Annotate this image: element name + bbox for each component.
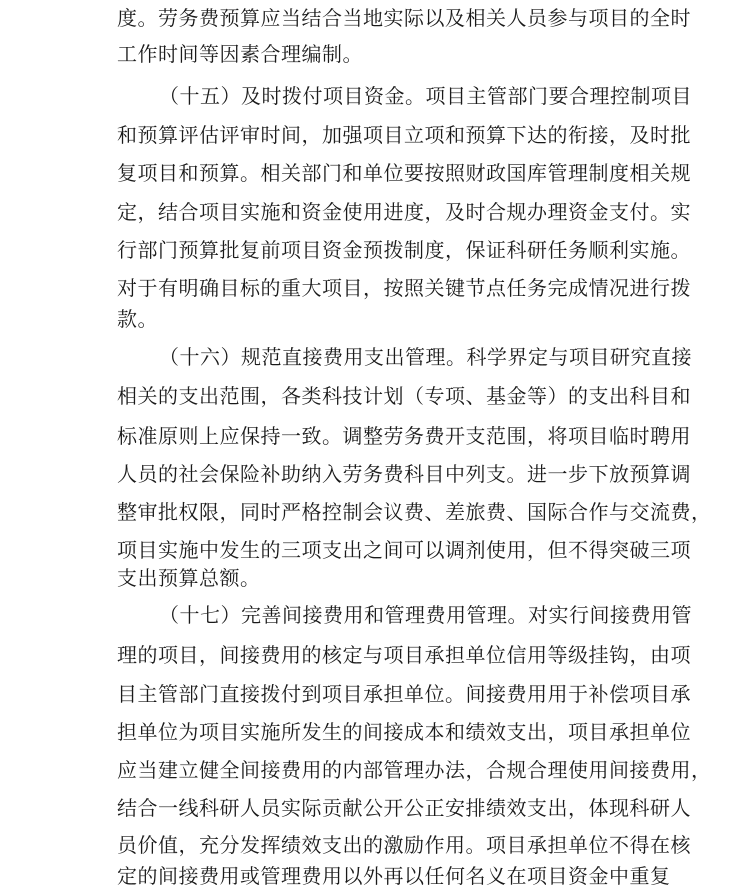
text-line-21: 应当建立健全间接费用的内部管理办法，合规合理使用间接费用，: [117, 758, 712, 782]
text-line-18: 理的项目，间接费用的核定与项目承担单位信用等级挂钩，由项: [117, 643, 691, 667]
paragraph-17-start: （十七）完善间接费用和管理费用管理。对实行间接费用管: [159, 603, 692, 627]
text-line-8: 对于有明确目标的重大项目，按照关键节点任务完成情况进行拨: [117, 276, 691, 300]
paragraph-15-start: （十五）及时拨付项目资金。项目主管部门要合理控制项目: [159, 84, 692, 108]
text-line-5: 复项目和预算。相关部门和单位要按照财政国库管理制度相关规: [117, 161, 691, 185]
text-line-14: 整审批权限，同时严格控制会议费、差旅费、国际合作与交流费，: [117, 500, 712, 524]
text-line-20: 担单位为项目实施所发生的间接成本和绩效支出，项目承担单位: [117, 720, 691, 744]
text-line-15: 项目实施中发生的三项支出之间可以调剂使用，但不得突破三项: [117, 538, 691, 562]
text-line-19: 目主管部门直接拨付到项目承担单位。间接费用用于补偿项目承: [117, 682, 691, 706]
text-line-23: 员价值，充分发挥绩效支出的激励作用。项目承担单位不得在核: [117, 833, 691, 857]
text-line-1: 度。劳务费预算应当结合当地实际以及相关人员参与项目的全时: [117, 6, 691, 30]
text-line-24: 定的间接费用或管理费用以外再以任何名义在项目资金中重复: [117, 864, 671, 888]
text-line-13: 人员的社会保险补助纳入劳务费科目中列支。进一步下放预算调: [117, 462, 691, 486]
text-line-6: 定，结合项目实施和资金使用进度，及时合规办理资金支付。实: [117, 200, 691, 224]
paragraph-16-start: （十六）规范直接费用支出管理。科学界定与项目研究直接: [159, 345, 692, 369]
text-line-4: 和预算评估评审时间，加强项目立项和预算下达的衔接，及时批: [117, 123, 691, 147]
text-line-9: 款。: [117, 307, 158, 331]
text-line-2: 工作时间等因素合理编制。: [117, 42, 363, 66]
text-line-16: 支出预算总额。: [117, 566, 261, 590]
text-line-11: 相关的支出范围，各类科技计划（专项、基金等）的支出科目和: [117, 384, 691, 408]
text-line-12: 标准原则上应保持一致。调整劳务费开支范围，将项目临时聘用: [117, 424, 691, 448]
text-line-22: 结合一线科研人员实际贡献公开公正安排绩效支出，体现科研人: [117, 796, 691, 820]
text-line-7: 行部门预算批复前项目资金预拨制度，保证科研任务顺利实施。: [117, 238, 691, 262]
